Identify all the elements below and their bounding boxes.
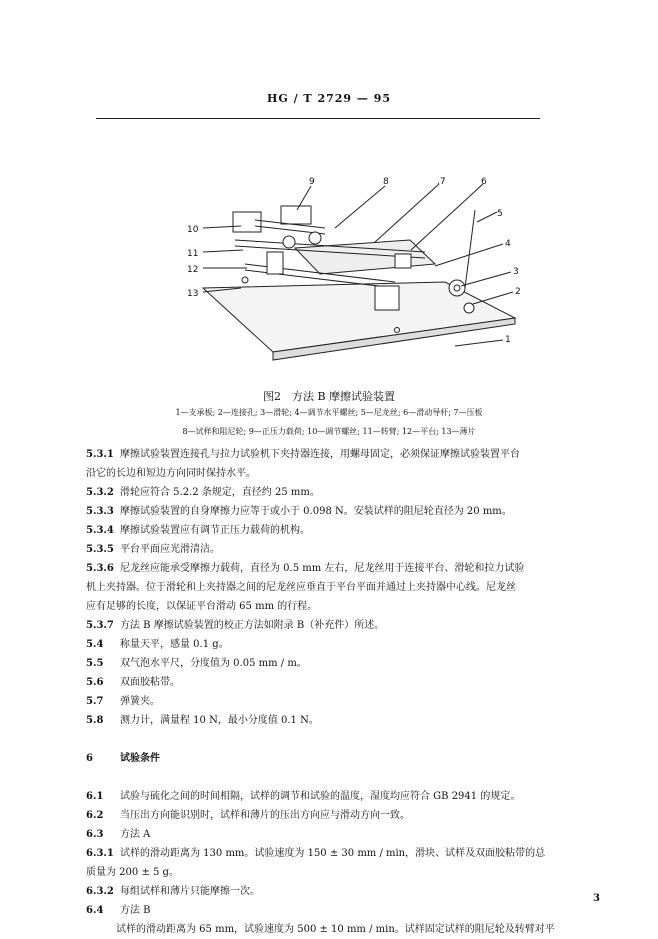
blank-line bbox=[86, 730, 606, 749]
section-heading bbox=[86, 749, 606, 768]
paragraph-line bbox=[86, 920, 606, 939]
clause-number: 5.3.2 bbox=[86, 487, 114, 498]
paragraph-line bbox=[86, 597, 606, 616]
callout-9: 9 bbox=[309, 177, 315, 187]
paragraph-line bbox=[86, 616, 606, 635]
paragraph-line bbox=[86, 901, 606, 920]
clause-text: 每组试样和薄片只能摩擦一次。 bbox=[120, 886, 260, 897]
paragraph-line bbox=[86, 540, 606, 559]
callout-6: 6 bbox=[481, 177, 487, 187]
paragraph-line bbox=[86, 654, 606, 673]
figure-legend-line-1: 1—支承板; 2—连接孔; 3—滑轮; 4—调节水平螺丝; 5—尼龙丝; 6—滑动导杆; 7—压板 bbox=[175, 408, 483, 417]
clause-number: 5.8 bbox=[86, 715, 104, 726]
clause-text: 方法 A bbox=[120, 829, 151, 840]
clause-text: 平台平面应光滑清洁。 bbox=[120, 544, 220, 555]
paragraph-line bbox=[86, 464, 606, 483]
callout-1: 1 bbox=[505, 335, 511, 345]
paragraph-line bbox=[86, 825, 606, 844]
clause-text: 方法 B 摩擦试验装置的校正方法如附录 B（补充件）所述。 bbox=[120, 620, 385, 631]
clause-text: 方法 B bbox=[120, 905, 151, 916]
clause-text: 称量天平，感量 0.1 g。 bbox=[120, 639, 229, 650]
clause-number: 5.3.6 bbox=[86, 563, 114, 574]
clause-text: 机上夹持器。位于滑轮和上夹持器之间的尼龙丝应垂直于平台平面并通过上夹持器中心线。尼龙丝 bbox=[86, 582, 516, 593]
clause-text: 试样的滑动距离为 65 mm，试验速度为 500 ± 10 mm / min。试样固定试样的阻尼轮及转臂对平 bbox=[116, 924, 555, 935]
clause-text: 双气泡水平尺，分度值为 0.05 mm / m。 bbox=[120, 658, 307, 669]
clause-text: 试样的滑动距离为 130 mm。试验速度为 150 ± 30 mm / min，滑块、试样及双面胶粘带的总 bbox=[120, 848, 546, 859]
figure-legend-line-2: 8—试样和阻尼轮; 9—正压力载荷; 10—调节螺丝; 11—转臂; 12—平台; 13—薄片 bbox=[182, 427, 476, 436]
clause-number: 6.3.2 bbox=[86, 886, 114, 897]
clause-text: 试验与硫化之间的时间相隔，试样的调节和试验的温度，湿度均应符合 GB 2941 的规定。 bbox=[120, 791, 521, 802]
standard-code-header: HG / T 2729 — 95 bbox=[266, 92, 392, 105]
clause-number: 5.4 bbox=[86, 639, 104, 650]
callout-8: 8 bbox=[383, 177, 389, 187]
clause-text: 双面胶粘带。 bbox=[120, 677, 180, 688]
clause-number: 6.4 bbox=[86, 905, 104, 916]
body-text bbox=[86, 445, 606, 939]
friction-apparatus-figure bbox=[185, 170, 535, 380]
clause-text: 摩擦试验装置连接孔与拉力试验机下夹持器连接，用螺母固定，必须保证摩擦试验装置平台 bbox=[120, 449, 520, 460]
clause-number: 6.3.1 bbox=[86, 848, 114, 859]
callout-10: 10 bbox=[187, 225, 199, 235]
clause-number: 6.2 bbox=[86, 810, 104, 821]
clause-number: 6.1 bbox=[86, 791, 104, 802]
clause-number: 5.6 bbox=[86, 677, 104, 688]
callout-12: 12 bbox=[187, 265, 199, 275]
paragraph-line bbox=[86, 635, 606, 654]
clause-number: 5.3.4 bbox=[86, 525, 114, 536]
clause-text: 摩擦试验装置的自身摩擦力应等于或小于 0.098 N。安装试样的阻尼轮直径为 20 mm。 bbox=[120, 506, 512, 517]
clause-text: 试验条件 bbox=[120, 753, 160, 764]
paragraph-line bbox=[86, 559, 606, 578]
clause-number: 5.5 bbox=[86, 658, 104, 669]
page-number: 3 bbox=[593, 893, 600, 904]
clause-text: 摩擦试验装置应有调节正压力载荷的机构。 bbox=[120, 525, 310, 536]
clause-text: 尼龙丝应能承受摩擦力载荷，直径为 0.5 mm 左右，尼龙丝用于连接平台、滑轮和拉力试验 bbox=[120, 563, 525, 574]
callout-13: 13 bbox=[187, 289, 199, 299]
paragraph-line bbox=[86, 502, 606, 521]
clause-number: 6.3 bbox=[86, 829, 104, 840]
callout-2: 2 bbox=[515, 287, 521, 297]
clause-text: 应有足够的长度，以保证平台滑动 65 mm 的行程。 bbox=[86, 601, 318, 612]
paragraph-line bbox=[86, 521, 606, 540]
paragraph-line bbox=[86, 483, 606, 502]
paragraph-line bbox=[86, 692, 606, 711]
paragraph-line bbox=[86, 445, 606, 464]
clause-number: 6 bbox=[86, 753, 93, 764]
paragraph-line bbox=[86, 806, 606, 825]
clause-text: 质量为 200 ± 5 g。 bbox=[86, 867, 179, 878]
callout-5: 5 bbox=[497, 209, 503, 219]
blank-line bbox=[86, 768, 606, 787]
paragraph-line bbox=[86, 882, 606, 901]
header-rule bbox=[96, 118, 540, 119]
clause-text: 测力计，满量程 10 N，最小分度值 0.1 N。 bbox=[120, 715, 319, 726]
clause-number: 5.3.3 bbox=[86, 506, 114, 517]
paragraph-line bbox=[86, 863, 606, 882]
paragraph-line bbox=[86, 844, 606, 863]
clause-text: 沿它的长边和短边方向同时保持水平。 bbox=[86, 468, 256, 479]
clause-number: 5.7 bbox=[86, 696, 104, 707]
clause-text: 当压出方向能识别时，试样和薄片的压出方向应与滑动方向一致。 bbox=[120, 810, 410, 821]
callout-7: .7 bbox=[437, 177, 446, 187]
figure-caption: 图2 方法 B 摩擦试验装置 bbox=[262, 390, 396, 403]
paragraph-line bbox=[86, 673, 606, 692]
clause-number: 5.3.7 bbox=[86, 620, 114, 631]
clause-text: 弹簧夹。 bbox=[120, 696, 160, 707]
paragraph-line bbox=[86, 711, 606, 730]
paragraph-line bbox=[86, 787, 606, 806]
clause-number: 5.3.1 bbox=[86, 449, 114, 460]
callout-4: 4 bbox=[505, 239, 511, 249]
callout-11: 11 bbox=[187, 249, 199, 259]
clause-number: 5.3.5 bbox=[86, 544, 114, 555]
callout-3: 3 bbox=[513, 267, 519, 277]
clause-text: 滑轮应符合 5.2.2 条规定，直径约 25 mm。 bbox=[120, 487, 320, 498]
paragraph-line bbox=[86, 578, 606, 597]
